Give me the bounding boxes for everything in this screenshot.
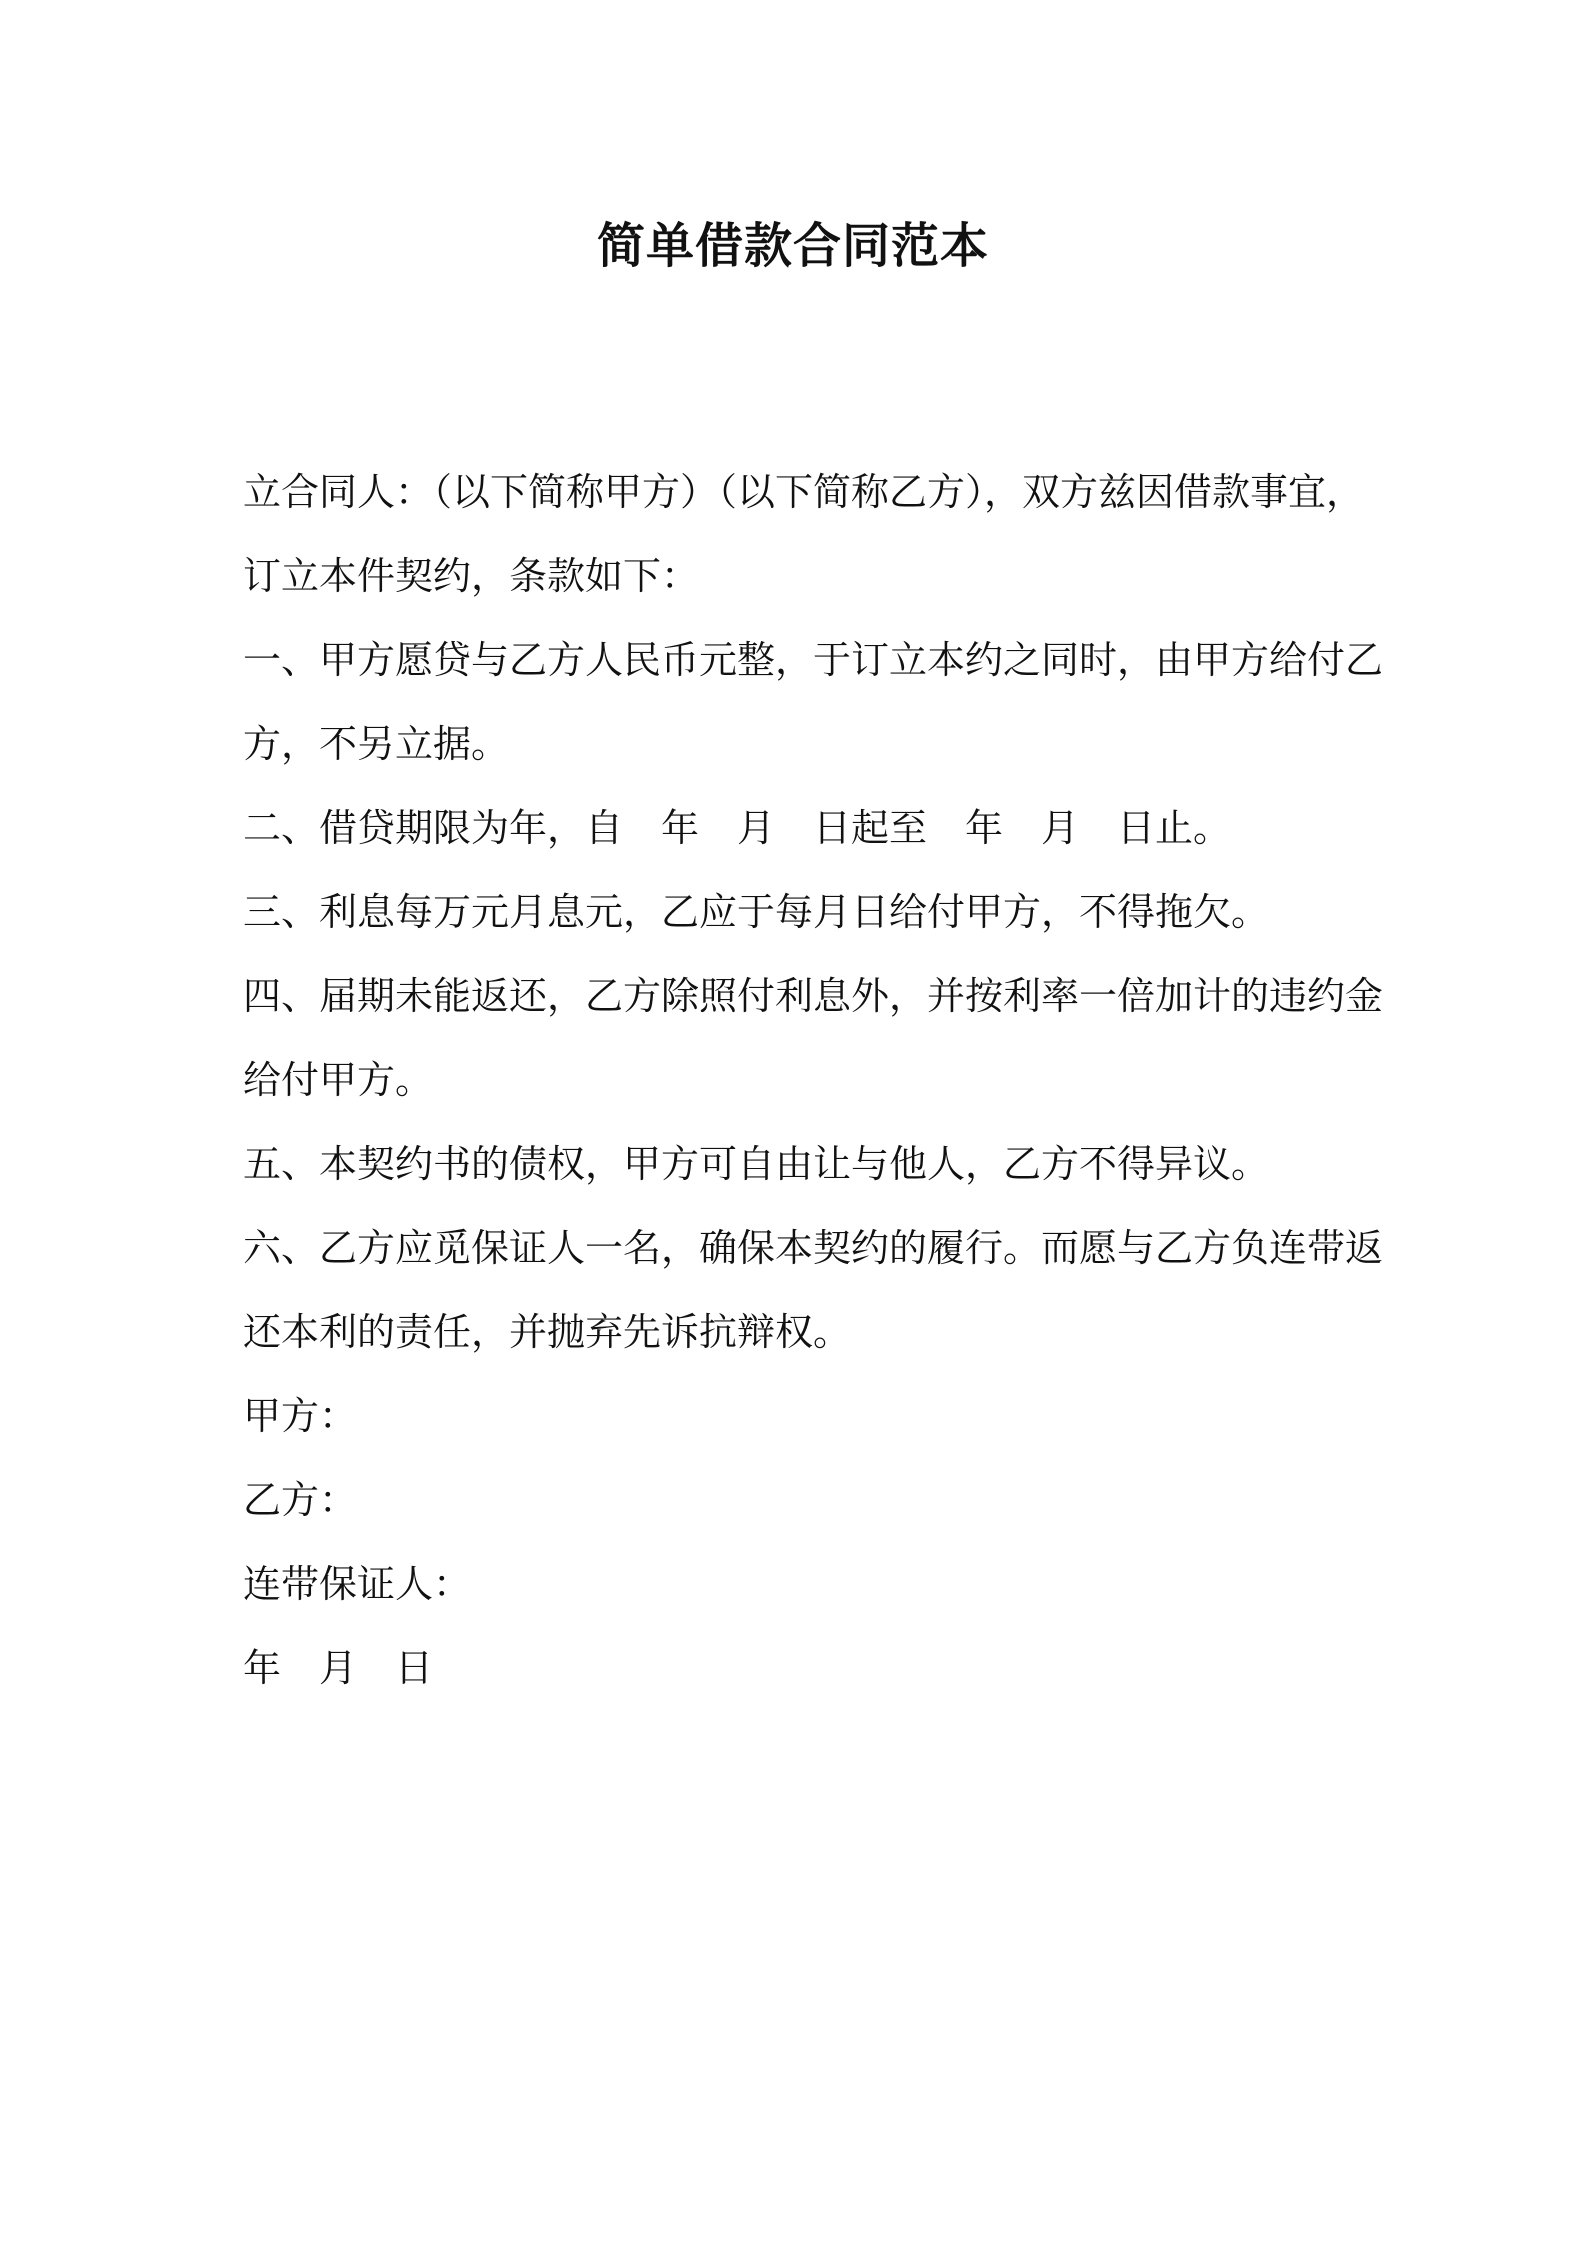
document-title: 简单借款合同范本	[596, 218, 989, 274]
text-line-clause-6b: 还本利的责任，并抛弃先诉抗辩权。	[243, 1310, 852, 1354]
text-line-clause-1b: 方，不另立据。	[243, 722, 510, 766]
text-line-clause-3: 三、利息每万元月息元，乙应于每月日给付甲方，不得拖欠。	[243, 890, 1270, 934]
signature-party-a: 甲方：	[243, 1394, 358, 1438]
signature-date: 年 月 日	[243, 1646, 434, 1690]
document-body	[243, 450, 1384, 1710]
text-line-clause-4b: 给付甲方。	[243, 1058, 434, 1102]
text-line-intro-2: 订立本件契约，条款如下：	[243, 554, 700, 598]
text-line-clause-6a: 六、乙方应觅保证人一名，确保本契约的履行。而愿与乙方负连带返	[243, 1226, 1384, 1270]
text-line-clause-2: 二、借贷期限为年，自 年 月 日起至 年 月 日止。	[243, 806, 1232, 850]
signature-party-b: 乙方：	[243, 1478, 358, 1522]
text-line-intro-1: 立合同人：（以下简称甲方）（以下简称乙方），双方兹因借款事宜，	[243, 470, 1365, 514]
text-line-clause-1a: 一、甲方愿贷与乙方人民币元整，于订立本约之同时，由甲方给付乙	[243, 638, 1384, 682]
signature-guarantor: 连带保证人：	[243, 1562, 472, 1606]
text-line-clause-4a: 四、届期未能返还，乙方除照付利息外，并按利率一倍加计的违约金	[243, 974, 1384, 1018]
text-line-clause-5: 五、本契约书的债权，甲方可自由让与他人，乙方不得异议。	[243, 1142, 1270, 1186]
